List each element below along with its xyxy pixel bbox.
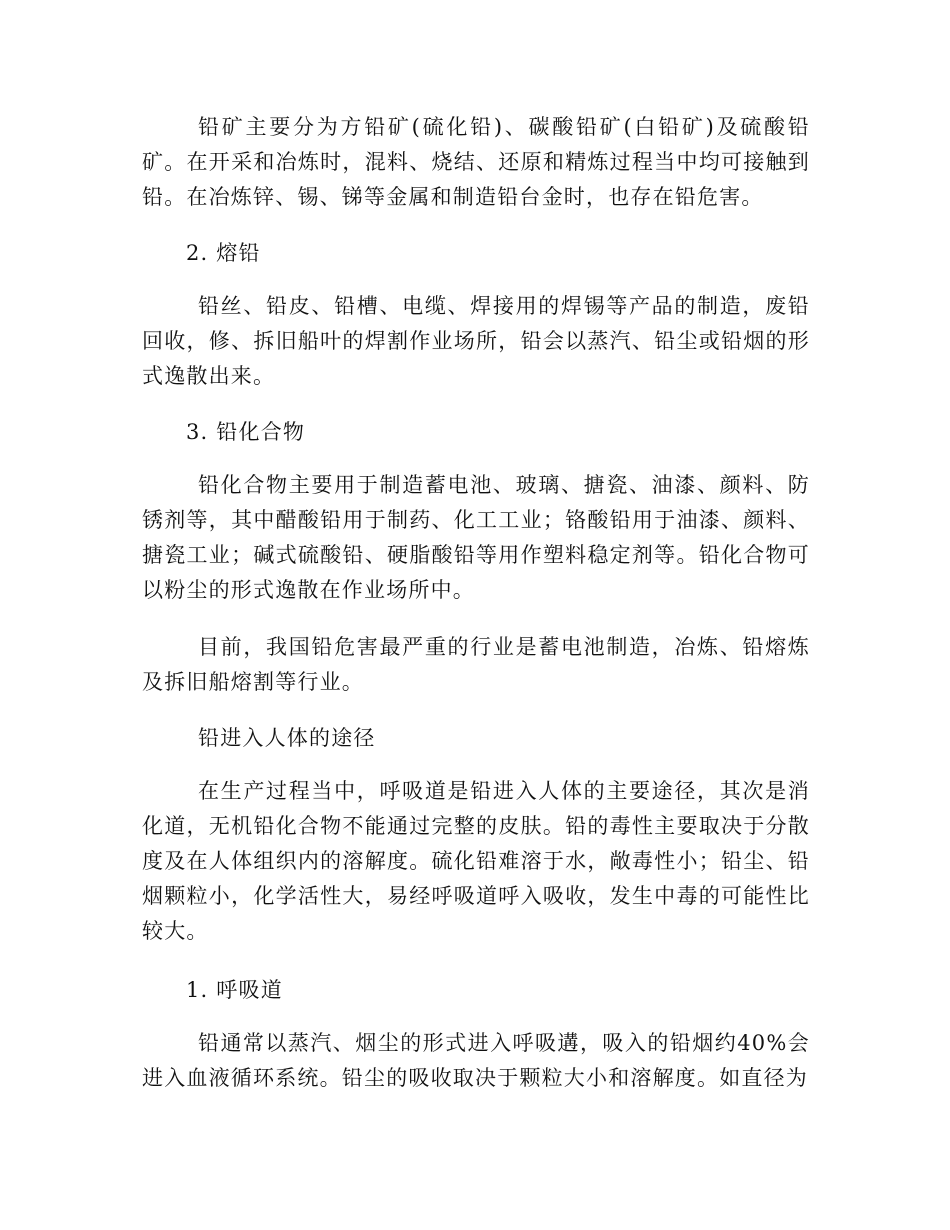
paragraph-entry-routes: 在生产过程当中，呼吸道是铅进入人体的主要途径，其次是消化道，无机铅化合物不能通过完整的皮肤。铅的毒性主要取决于分散度及在人体组织内的溶解度。硫化铅难溶于水，敞毒性小；铅尘、铅烟颗粒小，化学活性大，易经呼吸道呼入吸收，发生中毒的可能性比较大。	[142, 779, 810, 943]
paragraph-industries: 目前，我国铅危害最严重的行业是蓄电池制造，冶炼、铅熔炼及拆旧船熔割等行业。	[142, 635, 810, 694]
paragraph-molten-lead: 铅丝、铅皮、铅槽、电缆、焊接用的焊锡等产品的制造，废铅回收，修、拆旧船叶的焊割作业场所，铅会以蒸汽、铅尘或铅烟的形式逸散出来。	[142, 294, 810, 388]
paragraph-lead-ore: 铅矿主要分为方铅矿(硫化铅)、碳酸铅矿(白铅矿)及硫酸铅矿。在开采和冶炼时，混料、烧结、还原和精炼过程当中均可接触到铅。在冶炼锌、锡、锑等金属和制造铅台金时，也存在铅危害。	[142, 115, 810, 209]
paragraph-lead-compounds: 铅化合物主要用于制造蓄电池、玻璃、搪瓷、油漆、颜料、防锈剂等，其中醋酸铅用于制药、化工工业；铬酸铅用于油漆、颜料、搪瓷工业；碱式硫酸铅、硬脂酸铅等用作塑料稳定剂等。铅化合物可以粉尘的形式逸散在作业场所中。	[142, 473, 810, 602]
heading-respiratory: 1. 呼吸道	[186, 978, 283, 1002]
heading-molten-lead: 2. 熔铅	[186, 241, 261, 265]
heading-lead-compounds: 3. 铅化合物	[186, 420, 306, 444]
section-title-entry-routes: 铅进入人体的途径	[198, 726, 376, 750]
paragraph-respiratory: 铅通常以蒸汽、烟尘的形式进入呼吸遘，吸入的铅烟约40%会进入血液循环系统。铅尘的吸收取决于颗粒大小和溶解度。如直径为	[142, 1031, 810, 1090]
